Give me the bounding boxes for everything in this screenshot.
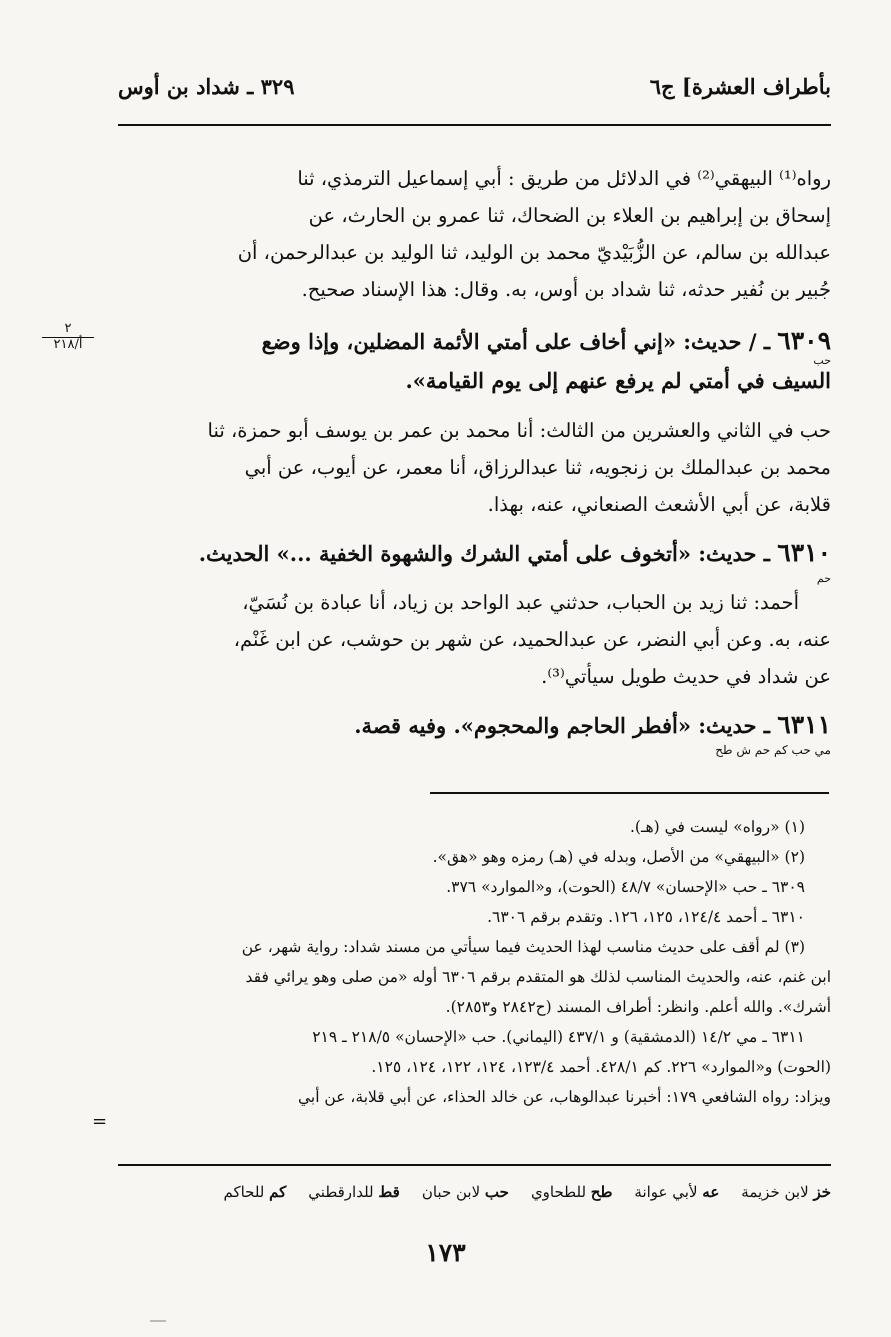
hadith-text: ـ حديث: «أتخوف على أمتي الشرك والشهوة الخفية ...» الحديث. xyxy=(198,541,770,566)
isnad-line: قلابة، عن أبي الأشعث الصنعاني، عنه، بهذا. xyxy=(487,493,831,516)
scan-mark xyxy=(150,1320,166,1322)
hadith-number: ٦٣١٠ xyxy=(777,538,831,567)
intro-paragraph xyxy=(118,160,831,308)
hadith-6309-continuation: السيف في أمتي لم يرفع عنهم إلى يوم القيامة». xyxy=(405,368,831,393)
page-number: ١٧٣ xyxy=(425,1238,466,1267)
intro-line: رواه⁽¹⁾ البيهقي⁽²⁾ في الدلائل من طريق : أبي إسماعيل الترمذي، ثنا xyxy=(297,167,831,190)
footnote-3-cont: ابن غنم، عنه، والحديث المناسب لذلك هو المتقدم برقم ٦٣٠٦ أوله «من صلى وهو يرائي فقد xyxy=(245,968,831,986)
footnote-6311: ٦٣١١ ـ مي ١٤/٢ (الدمشقية) و ٤٣٧/١ (اليماني). حب «الإحسان» ٢١٨/٥ ـ ٢١٩ xyxy=(312,1028,805,1046)
hadith-number: ٦٣١١ xyxy=(777,710,831,739)
hadith-6311-heading xyxy=(354,706,831,745)
source-sigla: حب xyxy=(813,354,831,367)
intro-line: جُبير بن نُفير حدثه، ثنا شداد بن أوس، به. وقال: هذا الإسناد صحيح. xyxy=(301,278,831,301)
folio-top: ٢ xyxy=(42,322,94,338)
margin-folio-ref xyxy=(42,322,94,352)
footnote-ziyada: ويزاد: رواه الشافعي ١٧٩: أخبرنا عبدالوهاب، عن خالد الحذاء، عن أبي قلابة، عن أبي xyxy=(297,1088,831,1106)
chapter-title: ٣٢٩ ـ شداد بن أوس xyxy=(118,74,295,99)
hadith-6309-isnad xyxy=(118,412,831,523)
book-title: بأطراف العشرة] ج٦ xyxy=(649,74,831,99)
intro-line: عبدالله بن سالم، عن الزُّبَيْديّ محمد بن الوليد، ثنا الوليد بن عبدالرحمن، أن xyxy=(237,241,831,264)
footnote-rule xyxy=(430,792,829,794)
footnote-6311-cont: (الحوت) و«الموارد» ٢٢٦. كم ٤٢٨/١. أحمد ١٢٣/٤، ١٢٤، ١٢٢، ١٢٤، ١٢٥. xyxy=(371,1058,831,1076)
hadith-6310-isnad xyxy=(118,584,831,695)
isnad-line: عن شداد في حديث طويل سيأتي⁽³⁾. xyxy=(541,665,831,688)
hadith-text: ـ حديث: «أفطر الحاجم والمحجوم». وفيه قصة. xyxy=(354,713,770,738)
source-sigla: حم xyxy=(816,572,831,585)
isnad-line: أحمد: ثنا زيد بن الحباب، حدثني عبد الواحد بن زياد، أنا عبادة بن نُسَيّ، xyxy=(242,591,799,614)
legend-item: عه لأبي عوانة xyxy=(634,1183,720,1201)
legend-rule xyxy=(118,1164,831,1166)
continuation-mark: = xyxy=(92,1111,108,1132)
legend-item: كم للحاكم xyxy=(223,1183,287,1201)
footnote-1: (١) «رواه» ليست في (هـ). xyxy=(629,818,805,836)
running-header xyxy=(118,68,831,112)
source-sigla: مي حب كم حم ش طح xyxy=(715,743,831,757)
hadith-6310-heading xyxy=(199,534,831,573)
legend-item: حب لابن حبان xyxy=(421,1183,509,1201)
hadith-text: ـ / حديث: «إني أخاف على أمتي الأئمة المضلين، وإذا وضع xyxy=(261,329,770,354)
sigla-legend xyxy=(223,1183,831,1201)
isnad-line: عنه، به. وعن أبي النضر، عن عبدالحميد، عن شهر بن حوشب، عن ابن غَنْم، xyxy=(233,628,831,651)
isnad-line: حب في الثاني والعشرين من الثالث: أنا محمد بن عمر بن يوسف أبو حمزة، ثنا xyxy=(207,419,831,442)
footnote-6310: ٦٣١٠ ـ أحمد ١٢٤/٤، ١٢٥، ١٢٦. وتقدم برقم ٦٣٠٦. xyxy=(487,908,805,926)
hadith-6309-heading xyxy=(118,322,831,361)
footnotes xyxy=(118,812,831,1112)
hadith-number: ٦٣٠٩ xyxy=(777,326,831,355)
intro-line: إسحاق بن إبراهيم بن العلاء بن الضحاك، ثنا عمرو بن الحارث، عن xyxy=(308,204,831,227)
footnote-3: (٣) لم أقف على حديث مناسب لهذا الحديث فيما سيأتي من مسند شداد: رواية شهر، عن xyxy=(241,938,805,956)
legend-item: طح للطحاوي xyxy=(530,1183,613,1201)
footnote-2: (٢) «البيهقي» من الأصل، وبدله في (هـ) رمزه وهو «هق». xyxy=(432,848,805,866)
legend-item: قط للدارقطني xyxy=(308,1183,400,1201)
legend-item: خز لابن خزيمة xyxy=(741,1183,831,1201)
footnote-6309: ٦٣٠٩ ـ حب «الإحسان» ٤٨/٧ (الحوت)، و«الموارد» ٣٧٦. xyxy=(446,878,805,896)
isnad-line: محمد بن عبدالملك بن زنجويه، ثنا عبدالرزاق، أنا معمر، عن أيوب، عن أبي xyxy=(244,456,831,479)
folio-bottom: أ/٢١٨ xyxy=(53,337,83,352)
footnote-3-cont: أشرك». والله أعلم. وانظر: أطراف المسند (ح٢٨٤٢ و٢٨٥٣). xyxy=(445,998,831,1016)
header-rule xyxy=(118,124,831,126)
